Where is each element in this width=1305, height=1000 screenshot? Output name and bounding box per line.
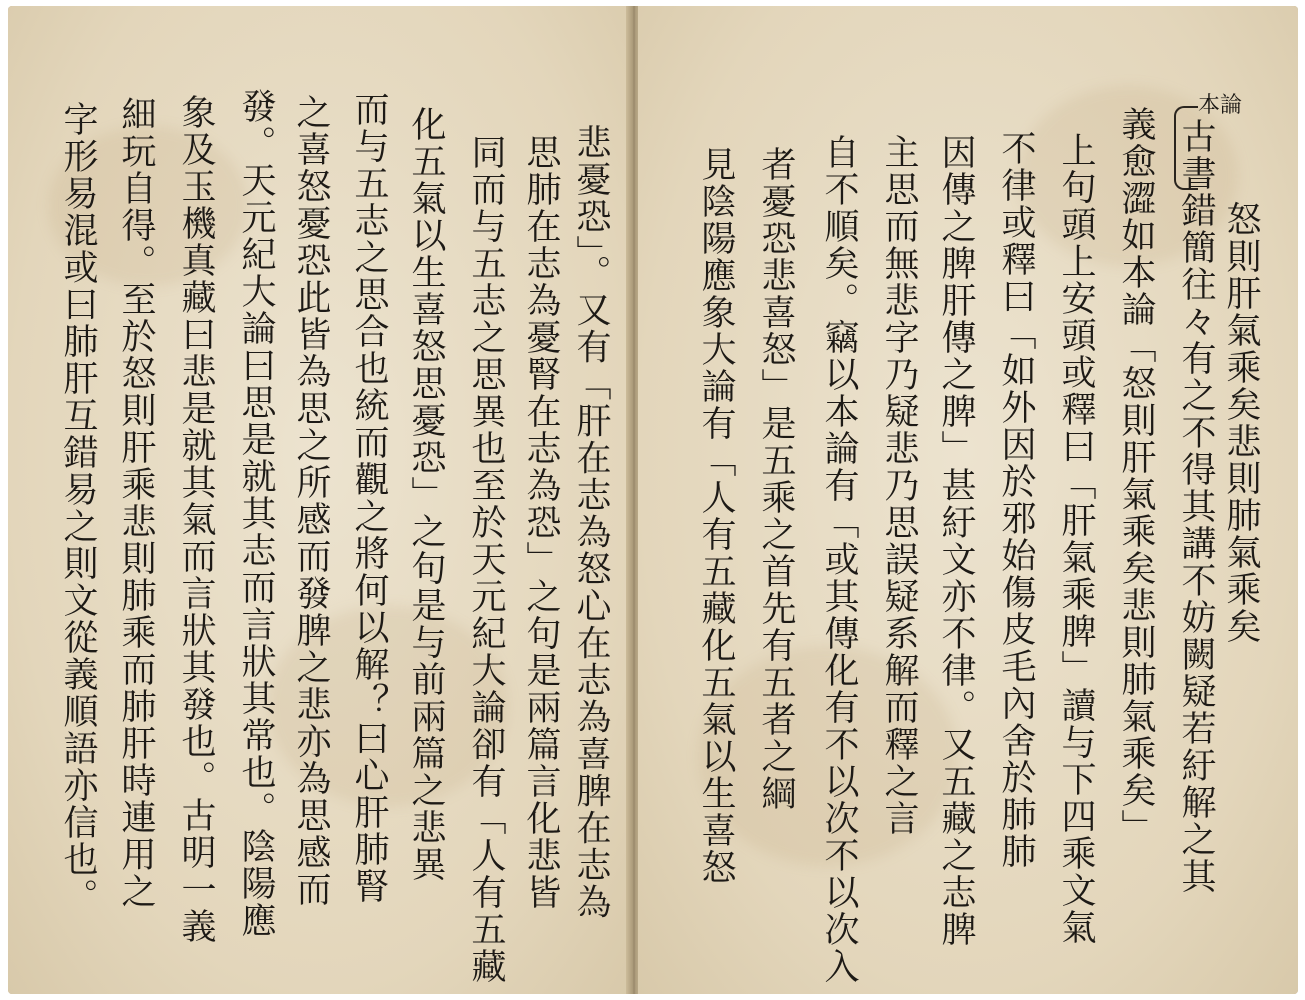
text-column: 怒則肝氣乘矣悲則肺氣乘矣 [1221, 201, 1261, 645]
text-column: 之喜怒憂恐此皆為思之所感而發脾之悲亦為思感而 [291, 94, 331, 908]
text-column: 思肺在志為憂腎在志為恐」之句是兩篇言化悲皆 [521, 134, 561, 911]
text-column: 發。天元紀大論曰思是就其志而言狀其常也。陰陽應 [236, 88, 276, 939]
text-column: 化五氣以生喜怒思憂恐」之句是与前兩篇之悲異 [406, 106, 446, 883]
text-column: 自不順矣。竊以本論有「或其傳化有不以次不以次入 [819, 134, 859, 985]
open-book [8, 6, 1298, 994]
text-column: 同而与五志之思異也至於天元紀大論卻有「人有五藏 [466, 134, 506, 985]
text-column: 而与五志之思合也統而觀之將何以解？曰心肝肺腎 [349, 91, 389, 905]
text-column: 義愈澀如本論「怒則肝氣乘矣悲則肺氣乘矣」 [1116, 106, 1156, 846]
text-column: 者憂恐悲喜怒」是五乘之首先有五者之綱 [756, 146, 796, 812]
right-page [638, 6, 1298, 994]
text-column: 字形易混或曰肺肝互錯易之則文從義順語亦信也。 [58, 101, 98, 915]
text-column: 象及玉機真藏曰悲是就其氣而言狀其發也。古明一義 [176, 94, 216, 945]
text-column: 見陰陽應象大論有「人有五藏化五氣以生喜怒 [696, 146, 736, 886]
text-column: 悲憂恐」。又有「肝在志為怒心在志為喜脾在志為 [571, 124, 611, 921]
text-column: 因傳之脾肝傳之脾」甚紆文亦不律。又五藏之志脾 [936, 134, 976, 948]
text-column: 不律或釋曰「如外因於邪始傷皮毛內舍於肺肺 [996, 130, 1036, 870]
text-column: 上句頭上安頭或釋曰「肝氣乘脾」讀与下四乘文氣 [1056, 132, 1096, 946]
margin-note: 本論 [1198, 93, 1243, 118]
text-column: 主思而無悲字乃疑悲乃思誤疑系解而釋之言 [879, 134, 919, 837]
text-column: 細玩自得。至於怒則肝乘悲則肺乘而肺肝時連用之 [116, 96, 156, 910]
left-page [8, 6, 630, 994]
text-column: 古書錯簡往々有之不得其講不妨闕疑若紆解之其 [1176, 118, 1216, 895]
